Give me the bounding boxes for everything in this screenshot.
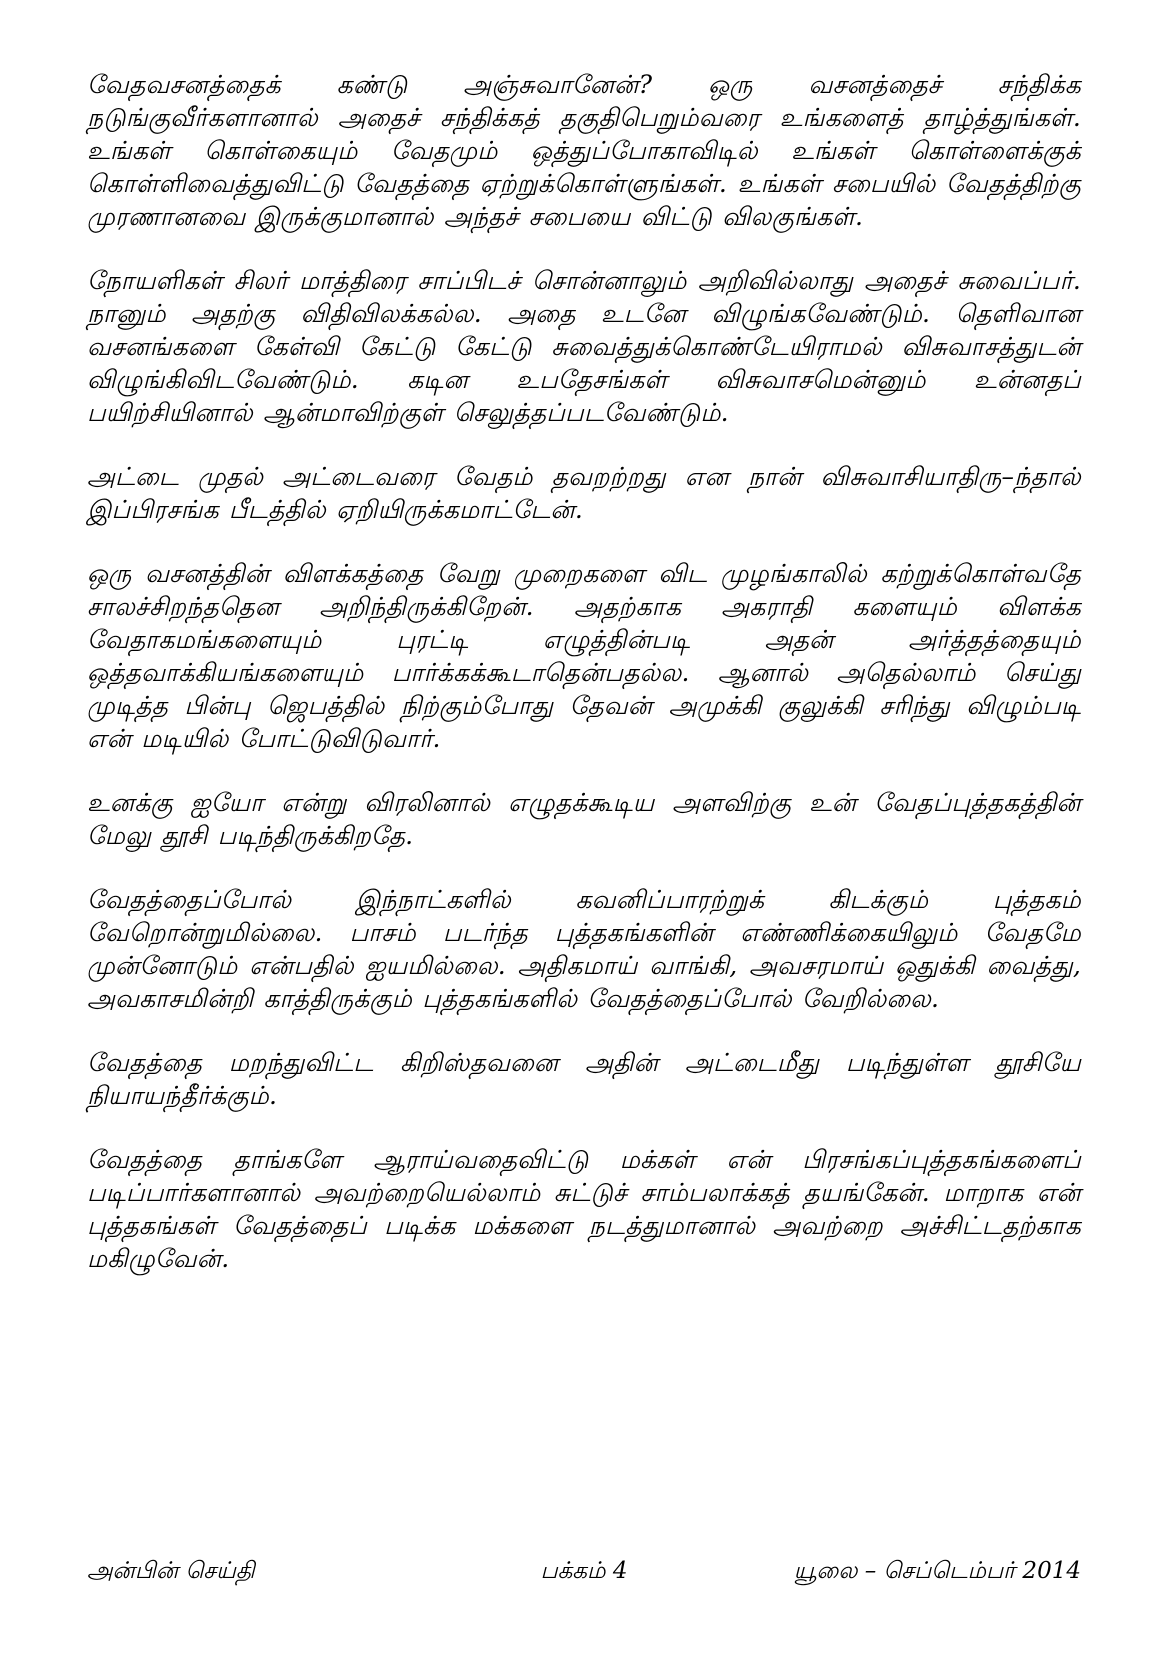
paragraph: ஒரு வசனத்தின் விளக்கத்தை வேறு முறைகளை விட முழங்காலில் கற்றுக்கொள்வதே சாலச்சிறந்ததென அறிந்திருக்கிறேன். அதற்காக அகராதி களையும் விளக்க வேதாகமங்களையும் புரட்டி எழுத்தின்படி அதன் அர்த்தத்தையும் ஒத்தவாக்கியங்களையும் பார்க்கக்கூடாதென்பதல்ல. ஆனால் அதெல்லாம் செய்து முடித்த பின்பு ஜெபத்தில் நிற்கும்போது தேவன் அமுக்கி குலுக்கி சரிந்து விழும்படி என் மடியில் போட்டுவிடுவார். <box>87 559 1081 753</box>
paragraph: வேதவசனத்தைக் கண்டு அஞ்சுவானேன்? ஒரு வசனத்தைச் சந்திக்க நடுங்குவீர்களானால் அதைச் சந்திக்கத் தகுதிபெறும்வரை உங்களைத் தாழ்த்துங்கள். உங்கள் கொள்கையும் வேதமும் ஒத்துப்போகாவிடில் உங்கள் கொள்ளைக்குக் கொள்ளிவைத்துவிட்டு வேதத்தை ஏற்றுக்கொள்ளுங்கள். உங்கள் சபையில் வேதத்திற்கு முரணானவை இருக்குமானால் அந்தச் சபையை விட்டு விலகுங்கள். <box>87 70 1081 231</box>
body-text <box>87 68 1081 1275</box>
paragraph: அட்டை முதல் அட்டைவரை வேதம் தவறற்றது என நான் விசுவாசியாதிரு–ந்தால் இப்பிரசங்க பீடத்தில் ஏறியிருக்கமாட்டேன். <box>87 462 1081 524</box>
footer-issue-date: யூலை – செப்டெம்பர் 2014 <box>793 1558 1081 1584</box>
paragraph: உனக்கு ஐயோ என்று விரலினால் எழுதக்கூடிய அளவிற்கு உன் வேதப்புத்தகத்தின் மேலு தூசி படிந்திருக்கிறதே. <box>87 788 1081 850</box>
paragraph: வேதத்தை மறந்துவிட்ட கிறிஸ்தவனை அதின் அட்டைமீது படிந்துள்ள தூசியே நியாயந்தீர்க்கும். <box>87 1048 1081 1110</box>
footer-publication-title: அன்பின் செய்தி <box>87 1558 255 1584</box>
paragraph: வேதத்தைப்போல் இந்நாட்களில் கவனிப்பாரற்றுக் கிடக்கும் புத்தகம் வேறொன்றுமில்லை. பாசம் படர்ந்த புத்தகங்களின் எண்ணிக்கையிலும் வேதமே முன்னோடும் என்பதில் ஐயமில்லை. அதிகமாய் வாங்கி, அவசரமாய் ஒதுக்கி வைத்து, அவகாசமின்றி காத்திருக்கும் புத்தகங்களில் வேதத்தைப்போல் வேறில்லை. <box>87 885 1081 1013</box>
page-footer <box>87 1556 1081 1586</box>
paragraph: வேதத்தை தாங்களே ஆராய்வதைவிட்டு மக்கள் என் பிரசங்கப்புத்தகங்களைப் படிப்பார்களானால் அவற்றையெல்லாம் சுட்டுச் சாம்பலாக்கத் தயங்கேன். மாறாக என் புத்தகங்கள் வேதத்தைப் படிக்க மக்களை நடத்துமானால் அவற்றை அச்சிட்டதற்காக மகிழுவேன். <box>87 1145 1081 1273</box>
paragraph: நோயளிகள் சிலர் மாத்திரை சாப்பிடச் சொன்னாலும் அறிவில்லாது அதைச் சுவைப்பர். நானும் அதற்கு விதிவிலக்கல்ல. அதை உடனே விழுங்கவேண்டும். தெளிவான வசனங்களை கேள்வி கேட்டு கேட்டு சுவைத்துக்கொண்டேயிராமல் விசுவாசத்துடன் விழுங்கிவிடவேண்டும். கடின உபதேசங்கள் விசுவாசமென்னும் உன்னதப் பயிற்சியினால் ஆன்மாவிற்குள் செலுத்தப்படவேண்டும். <box>87 266 1081 427</box>
footer-page-number: பக்கம் 4 <box>540 1558 628 1584</box>
